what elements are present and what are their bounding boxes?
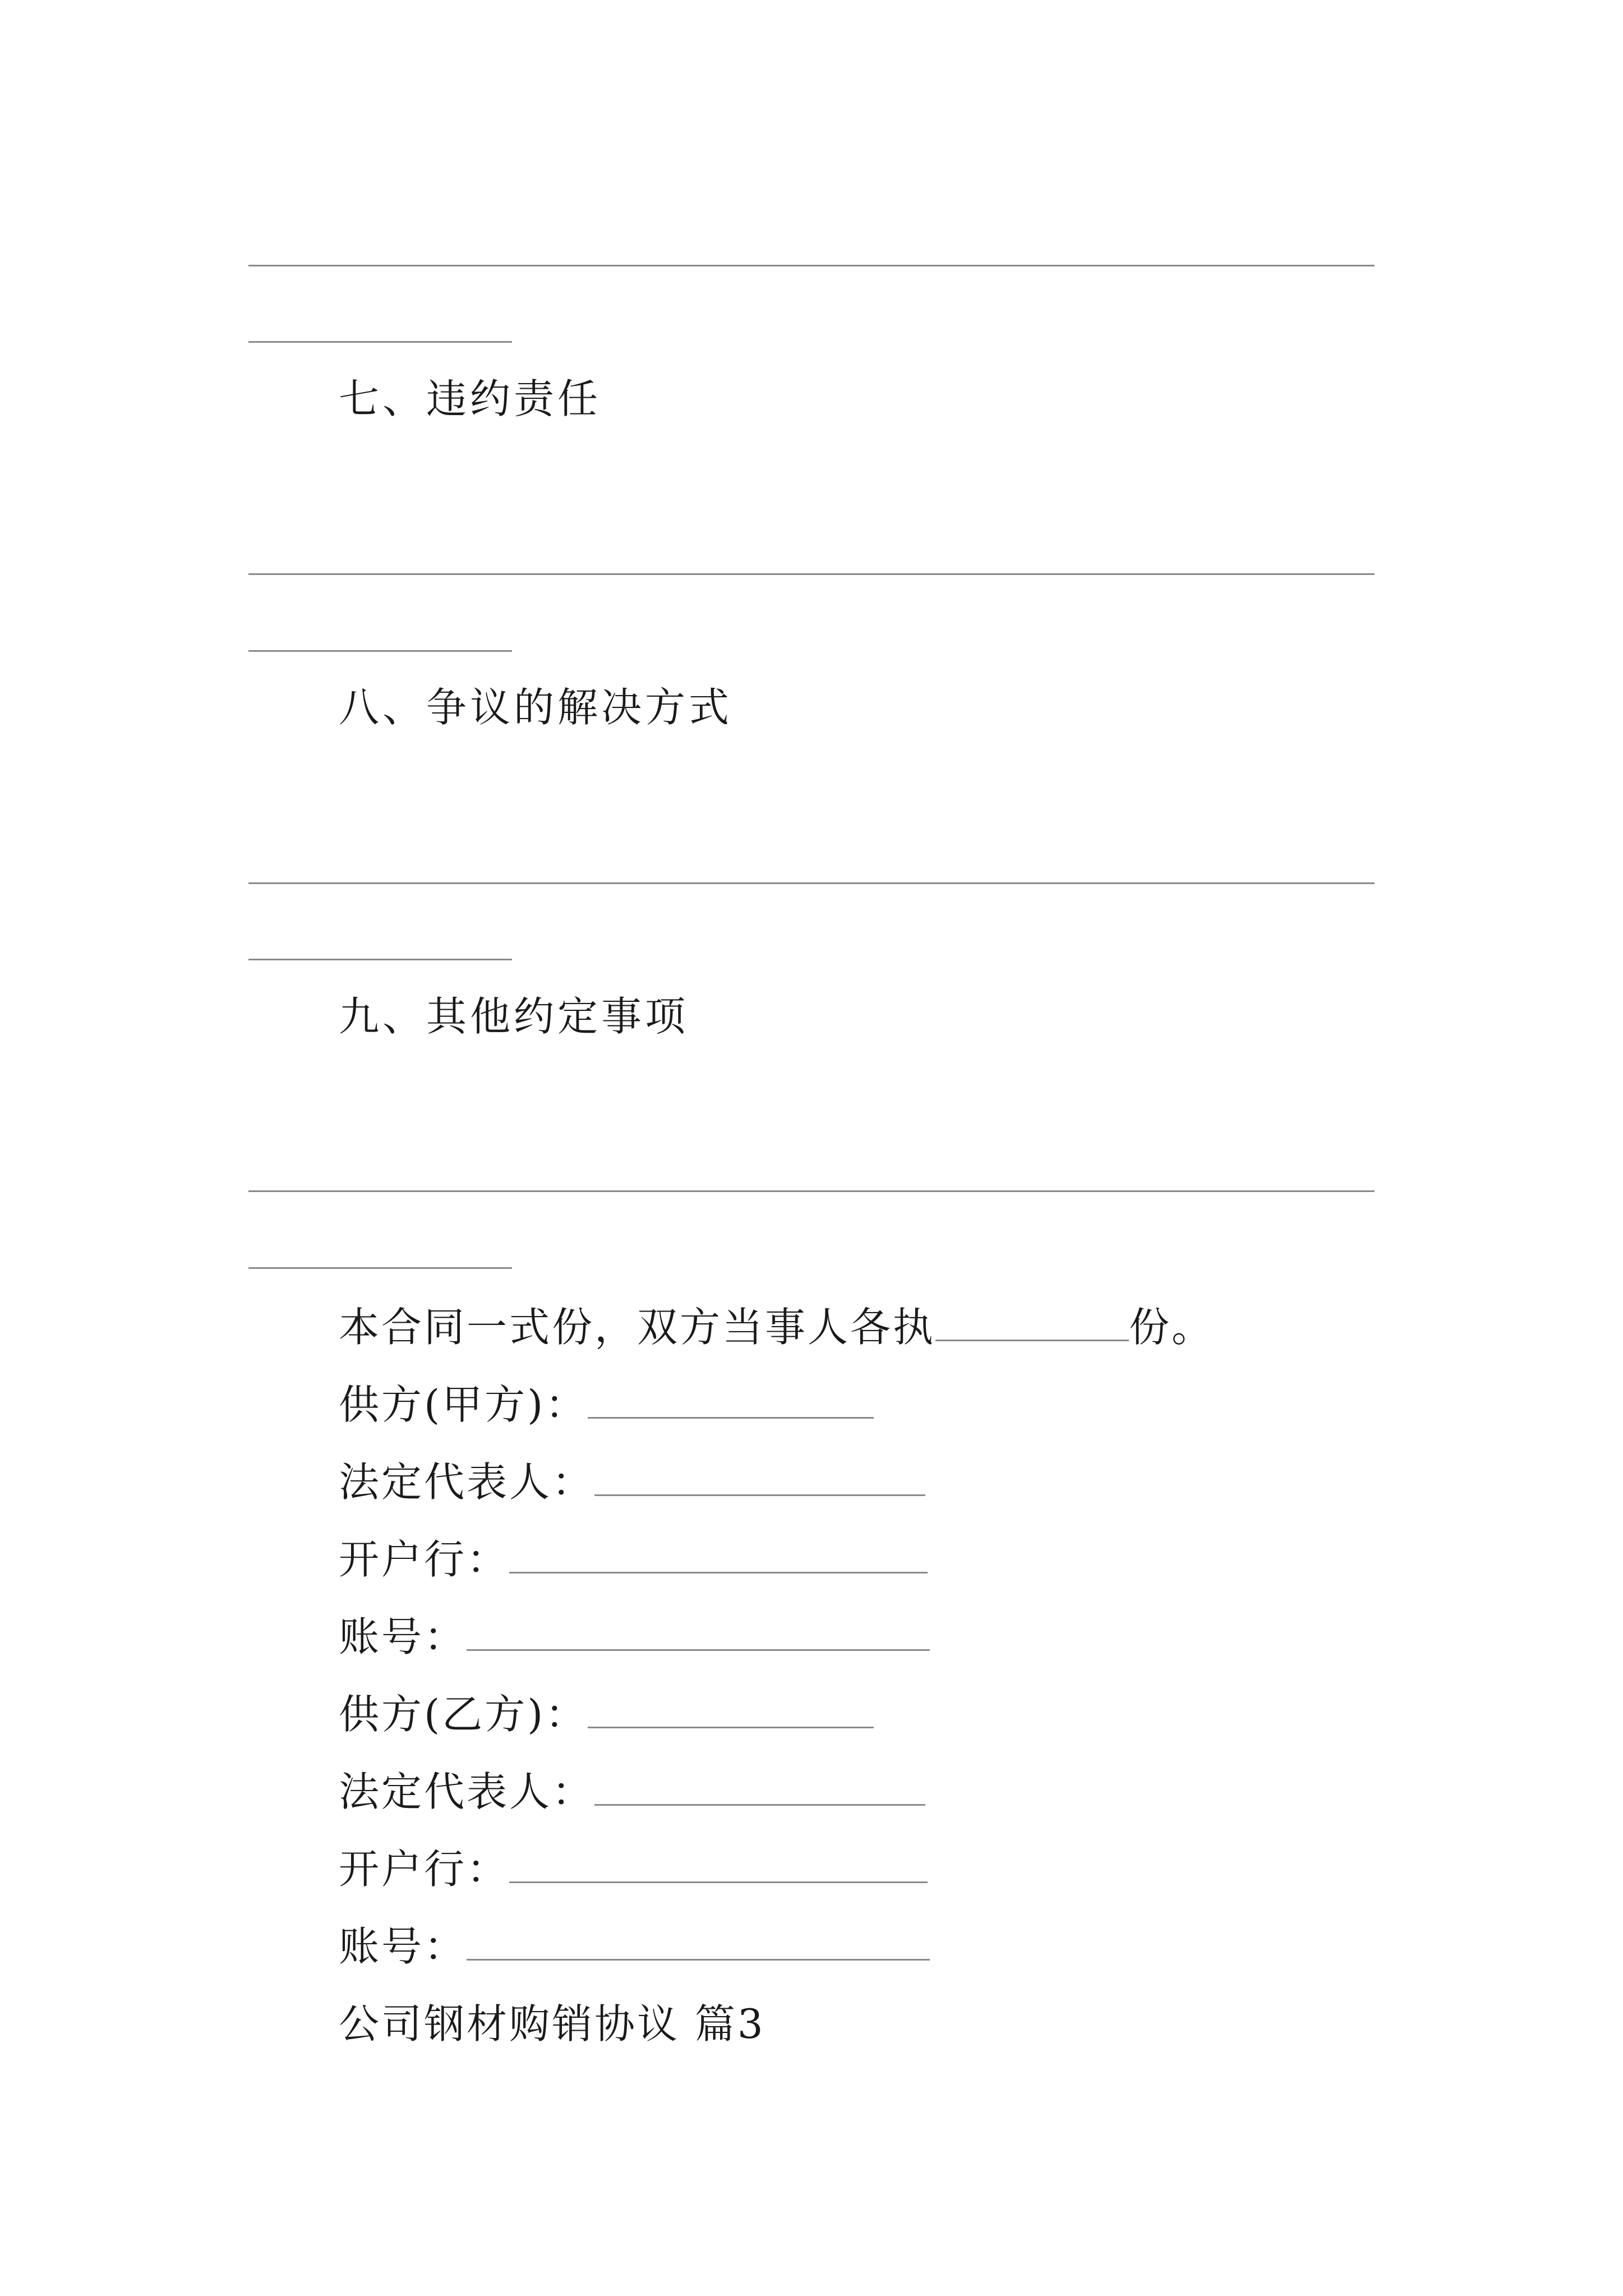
party-a-supplier-label: 供方(甲方)： bbox=[339, 1381, 588, 1428]
party-b-supplier-label: 供方(乙方)： bbox=[339, 1691, 588, 1738]
fill-line-long bbox=[248, 573, 1375, 575]
copies-line bbox=[339, 1304, 1215, 1351]
party-b-supplier-blank[interactable] bbox=[588, 1694, 874, 1728]
party-b-legal-rep-label: 法定代表人： bbox=[339, 1768, 595, 1815]
fill-line-short bbox=[248, 341, 512, 343]
fill-line-long bbox=[248, 265, 1375, 266]
fill-line-short bbox=[248, 1267, 512, 1269]
copies-suffix: 份。 bbox=[1129, 1304, 1215, 1351]
party-a-account-row bbox=[339, 1613, 930, 1660]
fill-line-long bbox=[248, 1190, 1375, 1192]
party-b-supplier-row bbox=[339, 1691, 874, 1738]
fill-line-short bbox=[248, 650, 512, 652]
party-b-bank-row bbox=[339, 1846, 928, 1893]
next-agreement-title: 公司钢材购销协议 篇3 bbox=[339, 2000, 766, 2047]
copies-count-blank[interactable] bbox=[935, 1307, 1129, 1341]
party-b-legal-rep-blank[interactable] bbox=[594, 1772, 925, 1806]
fill-line-long bbox=[248, 882, 1375, 884]
party-a-account-blank[interactable] bbox=[467, 1617, 930, 1651]
party-a-legal-rep-label: 法定代表人： bbox=[339, 1458, 595, 1506]
party-a-legal-rep-row bbox=[339, 1458, 925, 1506]
party-a-supplier-blank[interactable] bbox=[588, 1384, 874, 1419]
party-b-account-row bbox=[339, 1923, 930, 1970]
copies-prefix: 本合同一式份，双方当事人各执 bbox=[339, 1304, 936, 1351]
party-b-bank-blank[interactable] bbox=[509, 1849, 928, 1883]
fill-line-short bbox=[248, 959, 512, 960]
party-b-account-label: 账号： bbox=[339, 1923, 467, 1970]
party-a-bank-blank[interactable] bbox=[509, 1539, 928, 1573]
section-heading-other: 九、其他约定事项 bbox=[339, 993, 689, 1040]
party-a-bank-label: 开户行： bbox=[339, 1536, 510, 1583]
party-b-account-blank[interactable] bbox=[467, 1926, 930, 1961]
party-b-legal-rep-row bbox=[339, 1768, 925, 1815]
party-a-supplier-row bbox=[339, 1381, 874, 1428]
party-a-legal-rep-blank[interactable] bbox=[594, 1462, 925, 1496]
party-a-account-label: 账号： bbox=[339, 1613, 467, 1660]
section-heading-dispute: 八、争议的解决方式 bbox=[339, 684, 733, 731]
party-a-bank-row bbox=[339, 1536, 928, 1583]
section-heading-breach: 七、违约责任 bbox=[339, 375, 602, 422]
party-b-bank-label: 开户行： bbox=[339, 1846, 510, 1893]
